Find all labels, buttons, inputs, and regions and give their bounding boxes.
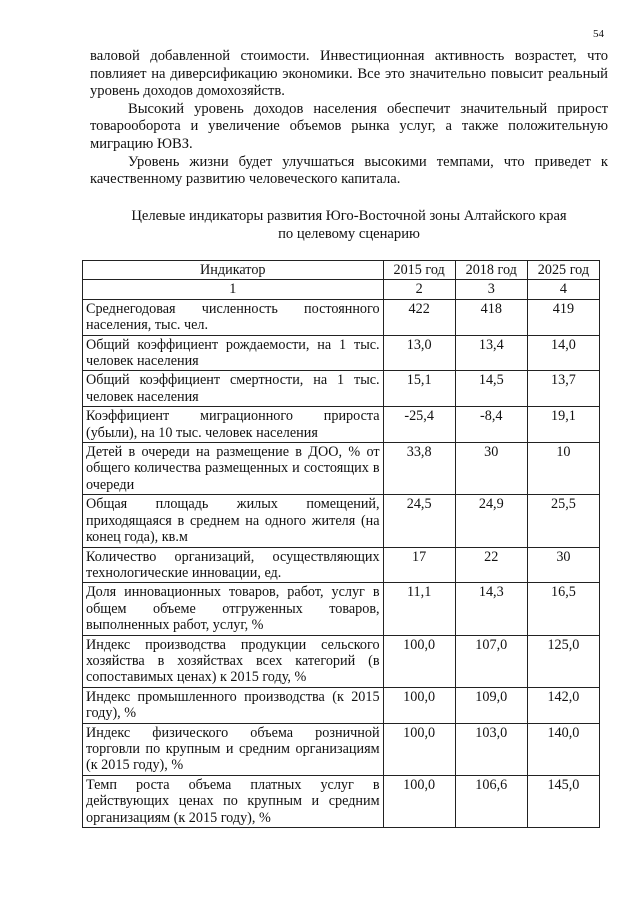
table-caption: [90, 208, 608, 243]
table-row: [83, 371, 600, 407]
value-2025: 142,0: [527, 687, 599, 723]
value-2018: 14,5: [455, 371, 527, 407]
indicator-name: Общий коэффициент смертности, на 1 тыс. человек населения: [83, 371, 384, 407]
header-2015: 2015 год: [383, 261, 455, 280]
value-2018: -8,4: [455, 407, 527, 443]
value-2025: 10: [527, 443, 599, 495]
value-2018: 30: [455, 443, 527, 495]
page-number: 54: [593, 28, 604, 40]
value-2015: 100,0: [383, 635, 455, 687]
value-2015: 17: [383, 547, 455, 583]
header-2018: 2018 год: [455, 261, 527, 280]
value-2015: 13,0: [383, 335, 455, 371]
indicator-name: Доля инновационных товаров, работ, услуг в общем объеме отгруженных товаров, выполненных работ, услуг, %: [83, 583, 384, 635]
value-2018: 106,6: [455, 775, 527, 827]
value-2018: 109,0: [455, 687, 527, 723]
value-2015: 100,0: [383, 775, 455, 827]
value-2018: 24,9: [455, 495, 527, 547]
table-row: [83, 495, 600, 547]
intro-paragraph-3: Уровень жизни будет улучшаться высокими темпами, что приведет к качественному развитию человеческого капитала.: [90, 153, 608, 188]
indicators-table: [82, 260, 600, 828]
header-2025: 2025 год: [527, 261, 599, 280]
indicator-name: Общий коэффициент рождаемости, на 1 тыс. человек населения: [83, 335, 384, 371]
indicator-name: Детей в очереди на размещение в ДОО, % от общего количества размещенных и состоящих в очереди: [83, 443, 384, 495]
table-row: [83, 335, 600, 371]
index-cell: 2: [383, 280, 455, 299]
intro-paragraph-1: валовой добавленной стоимости. Инвестиционная активность возрастет, что повлияет на диверсификацию экономики. Все это значительно повысит реальный уровень доходов домохозяйств.: [90, 48, 608, 100]
table-row: [83, 775, 600, 827]
value-2015: 100,0: [383, 723, 455, 775]
table-row: [83, 547, 600, 583]
value-2025: 16,5: [527, 583, 599, 635]
table-row: [83, 299, 600, 335]
indicator-name: Индекс промышленного производства (к 2015 году), %: [83, 687, 384, 723]
value-2018: 103,0: [455, 723, 527, 775]
table-caption-line-2: по целевому сценарию: [278, 225, 420, 242]
table-row: [83, 723, 600, 775]
value-2015: -25,4: [383, 407, 455, 443]
table-row: [83, 443, 600, 495]
value-2015: 100,0: [383, 687, 455, 723]
value-2025: 140,0: [527, 723, 599, 775]
value-2025: 13,7: [527, 371, 599, 407]
index-cell: 1: [83, 280, 384, 299]
value-2018: 14,3: [455, 583, 527, 635]
value-2015: 15,1: [383, 371, 455, 407]
header-indicator: Индикатор: [83, 261, 384, 280]
indicator-name: Общая площадь жилых помещений, приходящаяся в среднем на одного жителя (на конец года), кв.м: [83, 495, 384, 547]
indicator-name: Индекс физического объема розничной торговли по крупным и средним организациям (к 2015 году), %: [83, 723, 384, 775]
indicator-name: Коэффициент миграционного прироста (убыли), на 10 тыс. человек населения: [83, 407, 384, 443]
value-2025: 125,0: [527, 635, 599, 687]
intro-text: [90, 48, 608, 189]
indicator-name: Индекс производства продукции сельского хозяйства в хозяйствах всех категорий (в сопоставимых ценах) к 2015 году, %: [83, 635, 384, 687]
intro-paragraph-2: Высокий уровень доходов населения обеспечит значительный прирост товарооборота и увеличение объемов рынка услуг, а также положительную миграцию ЮВЗ.: [90, 100, 608, 152]
table-row: [83, 635, 600, 687]
indicator-name: Количество организаций, осуществляющих технологические инновации, ед.: [83, 547, 384, 583]
value-2025: 25,5: [527, 495, 599, 547]
table-caption-line-1: Целевые индикаторы развития Юго-Восточной зоны Алтайского края: [131, 208, 567, 224]
value-2025: 14,0: [527, 335, 599, 371]
value-2018: 107,0: [455, 635, 527, 687]
value-2015: 422: [383, 299, 455, 335]
value-2015: 33,8: [383, 443, 455, 495]
index-cell: 4: [527, 280, 599, 299]
value-2025: 19,1: [527, 407, 599, 443]
value-2025: 30: [527, 547, 599, 583]
value-2018: 13,4: [455, 335, 527, 371]
table-row: [83, 583, 600, 635]
value-2015: 24,5: [383, 495, 455, 547]
table-index-row: [83, 280, 600, 299]
table-row: [83, 687, 600, 723]
indicator-name: Среднегодовая численность постоянного населения, тыс. чел.: [83, 299, 384, 335]
value-2025: 145,0: [527, 775, 599, 827]
indicator-name: Темп роста объема платных услуг в действующих ценах по крупным и средним организациям (к 2015 году), %: [83, 775, 384, 827]
value-2018: 22: [455, 547, 527, 583]
table-header-row: [83, 261, 600, 280]
value-2018: 418: [455, 299, 527, 335]
value-2015: 11,1: [383, 583, 455, 635]
value-2025: 419: [527, 299, 599, 335]
table-row: [83, 407, 600, 443]
index-cell: 3: [455, 280, 527, 299]
